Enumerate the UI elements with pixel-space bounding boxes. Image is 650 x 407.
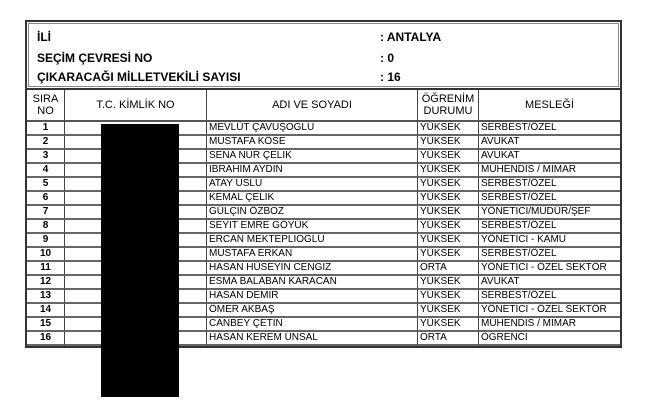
profession: SERBEST/ÖZEL (479, 290, 620, 304)
candidate-name: SEYİT EMRE GÖYÜK (207, 220, 418, 234)
education-level: YÜKSEK (418, 290, 479, 304)
profession: MÜHENDİS / MİMAR (479, 318, 620, 332)
education-level: YÜKSEK (418, 248, 479, 262)
row-number: 12 (27, 276, 65, 290)
col-header-sira: SIRA NO (27, 90, 65, 122)
table-header-row (27, 90, 620, 122)
district-value: : 0 (380, 51, 395, 65)
candidate-name: HASAN KEREM ÜNSAL (207, 332, 418, 346)
education-level: YÜKSEK (418, 206, 479, 220)
education-level: YÜKSEK (418, 164, 479, 178)
profession: AVUKAT (479, 150, 620, 164)
profession: AVUKAT (479, 136, 620, 150)
row-number: 16 (27, 332, 65, 346)
row-number: 11 (27, 262, 65, 276)
education-level: YÜKSEK (418, 136, 479, 150)
district-info-box (25, 20, 622, 90)
profession: SERBEST/ÖZEL (479, 248, 620, 262)
profession: YÖNETİCİ - ÖZEL SEKTÖR (479, 304, 620, 318)
profession: YÖNETİCİ/MÜDÜR/ŞEF (479, 206, 620, 220)
education-level: YÜKSEK (418, 192, 479, 206)
candidate-name: GÜLÇİN ÖZBOZ (207, 206, 418, 220)
row-number: 1 (27, 122, 65, 136)
candidate-name: HASAN HÜSEYİN CENGİZ (207, 262, 418, 276)
education-level: YÜKSEK (418, 318, 479, 332)
candidate-name: İBRAHİM AYDIN (207, 164, 418, 178)
province-label: İLİ (37, 30, 51, 44)
row-number: 6 (27, 192, 65, 206)
profession: YÖNETİCİ - ÖZEL SEKTÖR (479, 262, 620, 276)
row-number: 15 (27, 318, 65, 332)
education-level: YÜKSEK (418, 150, 479, 164)
candidate-name: ÖMER AKBAŞ (207, 304, 418, 318)
education-level: ORTA (418, 332, 479, 346)
profession: ÖĞRENCİ (479, 332, 620, 346)
row-number: 8 (27, 220, 65, 234)
row-number: 4 (27, 164, 65, 178)
candidate-name: CANBEY ÇETİN (207, 318, 418, 332)
profession: AVUKAT (479, 276, 620, 290)
education-level: YÜKSEK (418, 234, 479, 248)
row-number: 2 (27, 136, 65, 150)
education-level: YÜKSEK (418, 122, 479, 136)
candidate-name: SENA NUR ÇELİK (207, 150, 418, 164)
profession: SERBEST/ÖZEL (479, 178, 620, 192)
row-number: 14 (27, 304, 65, 318)
row-number: 5 (27, 178, 65, 192)
education-level: YÜKSEK (418, 178, 479, 192)
education-level: ORTA (418, 262, 479, 276)
candidate-name: MUSTAFA ERKAN (207, 248, 418, 262)
seats-label: ÇIKARACAĞI MİLLETVEKİLİ SAYISI (37, 70, 241, 84)
seats-value: : 16 (380, 70, 401, 84)
district-label: SEÇİM ÇEVRESİ NO (37, 51, 153, 65)
education-level: YÜKSEK (418, 276, 479, 290)
education-level: YÜKSEK (418, 304, 479, 318)
row-number: 13 (27, 290, 65, 304)
col-header-education: ÖĞRENİM DURUMU (418, 90, 479, 122)
row-number: 7 (27, 206, 65, 220)
row-number: 9 (27, 234, 65, 248)
profession: SERBEST/ÖZEL (479, 122, 620, 136)
row-number: 3 (27, 150, 65, 164)
redaction-box (101, 124, 179, 397)
candidate-name: ATAY USLU (207, 178, 418, 192)
col-header-name: ADI VE SOYADI (207, 90, 418, 122)
candidate-name: MUSTAFA KÖSE (207, 136, 418, 150)
col-header-tc: T.C. KİMLİK NO (65, 90, 207, 122)
profession: SERBEST/ÖZEL (479, 192, 620, 206)
candidate-name: KEMAL ÇELİK (207, 192, 418, 206)
education-level: YÜKSEK (418, 220, 479, 234)
candidate-name: ESMA BALABAN KARACAN (207, 276, 418, 290)
candidate-name: ERCAN MEKTEPLİOĞLU (207, 234, 418, 248)
col-header-profession: MESLEĞİ (479, 90, 620, 122)
profession: SERBEST/ÖZEL (479, 220, 620, 234)
candidate-name: MEVLÜT ÇAVUŞOĞLU (207, 122, 418, 136)
row-number: 10 (27, 248, 65, 262)
profession: YÖNETİCİ - KAMU (479, 234, 620, 248)
candidate-name: HASAN DEMİR (207, 290, 418, 304)
province-value: : ANTALYA (380, 30, 442, 44)
profession: MÜHENDİS / MİMAR (479, 164, 620, 178)
